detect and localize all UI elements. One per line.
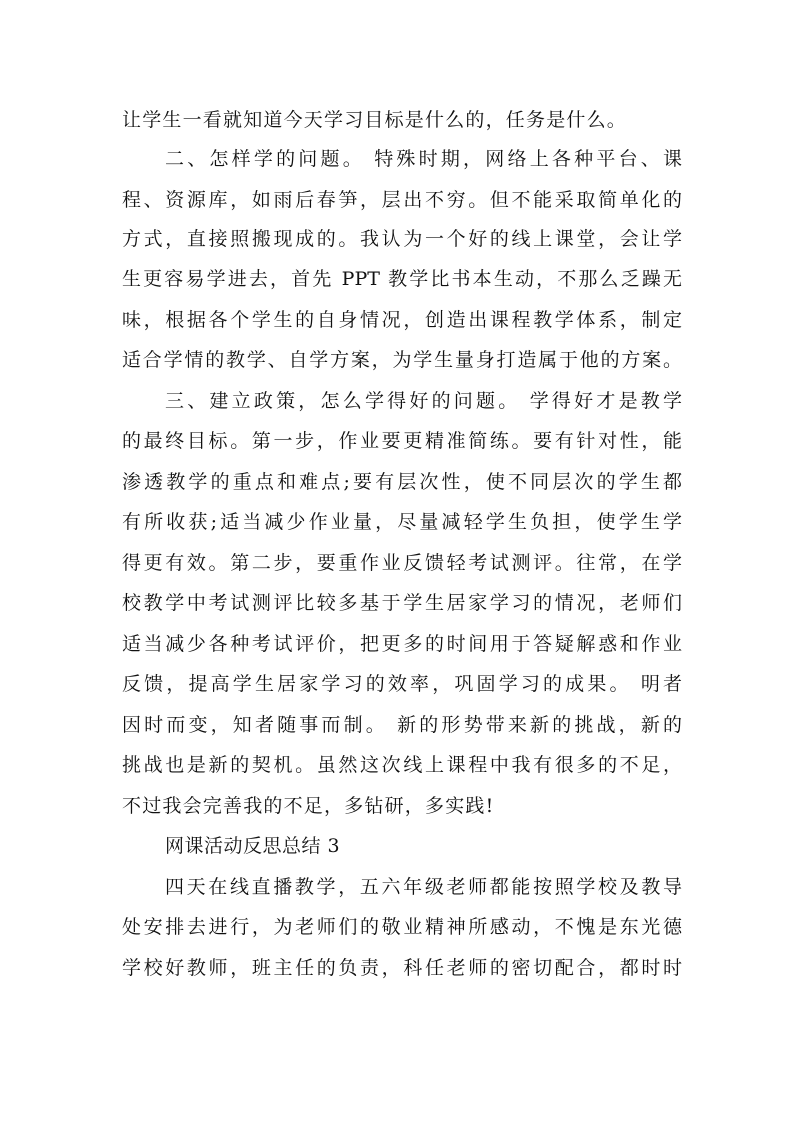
section-heading: 网课活动反思总结 3 bbox=[165, 835, 341, 857]
text-line-17: 挑战也是新的契机。虽然这次线上课程中我有很多的不足， bbox=[122, 754, 682, 776]
text-line-21: 处安排去进行，为老师们的敬业精神所感动，不愧是东光德 bbox=[122, 916, 682, 938]
text-line-7: 适合学情的教学、自学方案，为学生量身打造属于他的方案。 bbox=[122, 349, 682, 371]
text-line-22: 学校好教师，班主任的负责，科任老师的密切配合，都时时 bbox=[122, 957, 682, 979]
text-line-5: 生更容易学进去，首先 PPT 教学比书本生动，不那么乏躁无 bbox=[122, 268, 682, 290]
text-line-13: 校教学中考试测评比较多基于学生居家学习的情况，老师们 bbox=[122, 592, 682, 614]
text-line-18: 不过我会完善我的不足，多钻研，多实践! bbox=[122, 795, 495, 817]
text-line-4: 方式，直接照搬现成的。我认为一个好的线上课堂，会让学 bbox=[122, 228, 682, 250]
text-line-10: 渗透教学的重点和难点;要有层次性，使不同层次的学生都 bbox=[122, 471, 682, 493]
text-line-14: 适当减少各种考试评价，把更多的时间用于答疑解惑和作业 bbox=[122, 633, 682, 655]
text-line-6: 味，根据各个学生的自身情况，创造出课程教学体系，制定 bbox=[122, 309, 682, 331]
text-line-11: 有所收获;适当减少作业量，尽量减轻学生负担，使学生学 bbox=[122, 511, 682, 533]
text-line-20: 四天在线直播教学，五六年级老师都能按照学校及教导 bbox=[165, 876, 682, 898]
text-line-3: 程、资源库，如雨后春笋，层出不穷。但不能采取简单化的 bbox=[122, 189, 682, 211]
text-line-16: 因时而变，知者随事而制。 新的形势带来新的挑战，新的 bbox=[122, 714, 682, 736]
text-line-1: 让学生一看就知道今天学习目标是什么的，任务是什么。 bbox=[122, 109, 628, 131]
text-line-15: 反馈，提高学生居家学习的效率，巩固学习的成果。 明者 bbox=[122, 673, 682, 695]
text-line-9: 的最终目标。第一步，作业要更精准简练。要有针对性，能 bbox=[122, 430, 682, 452]
text-line-8: 三、建立政策，怎么学得好的问题。 学得好才是教学 bbox=[165, 390, 682, 412]
text-line-12: 得更有效。第二步，要重作业反馈轻考试测评。往常，在学 bbox=[122, 552, 682, 574]
text-line-2: 二、怎样学的问题。 特殊时期，网络上各种平台、课 bbox=[165, 148, 682, 170]
